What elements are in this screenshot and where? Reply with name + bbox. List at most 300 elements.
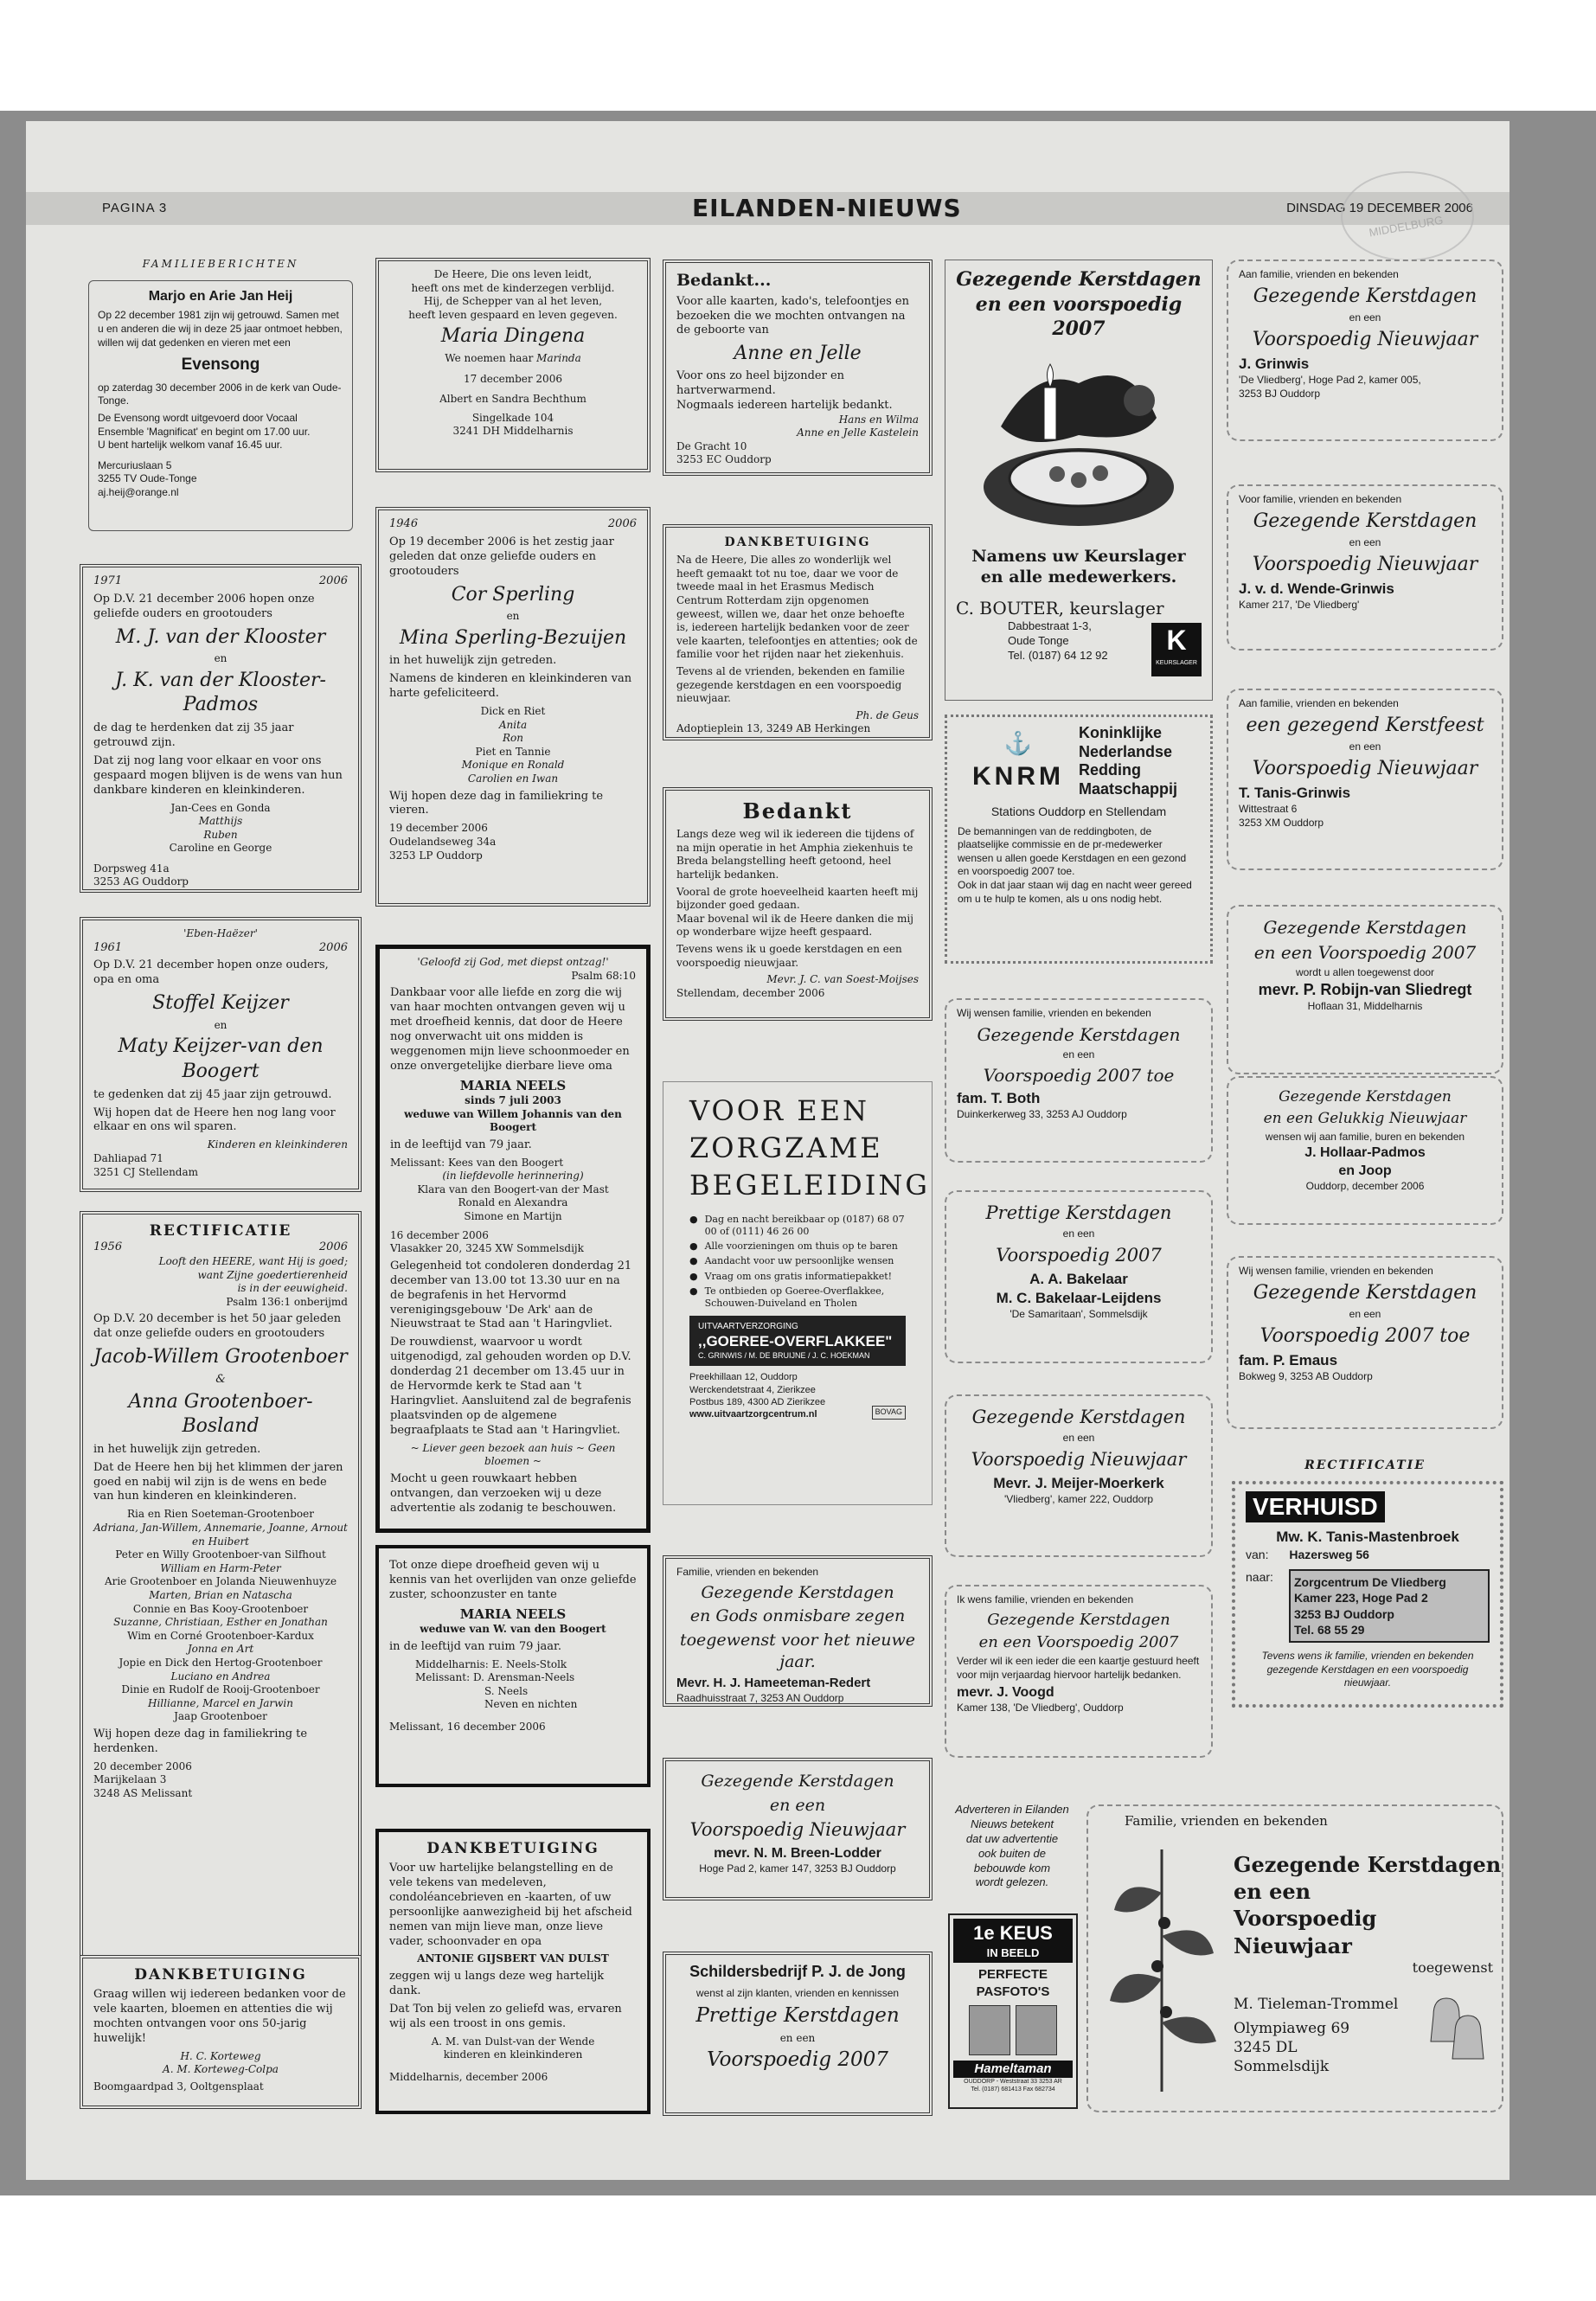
year-end: 2006 — [318, 940, 348, 954]
year-end: 2006 — [318, 1240, 348, 1254]
grandchildren: William en Harm-Peter — [160, 1561, 281, 1574]
addr2: 3241 DH Middelharnis — [452, 425, 574, 438]
bakelaar-greeting — [945, 1190, 1213, 1363]
and-text: en — [506, 610, 520, 623]
neels-date: 16 december 2006 — [390, 1228, 489, 1241]
verse-line2: want Zijne goedertierenheid — [197, 1268, 348, 1281]
greeting-1: Gezegende Kerstdagen — [701, 1772, 894, 1791]
verhuisd-heading: VERHUISD — [1246, 1491, 1385, 1522]
stamp-text: MIDDELBURG — [1368, 213, 1445, 240]
vansoest-p1: Langs deze weg wil ik iedereen die tijdens of na mijn operatie in het Amphia ziekenhuis te Breda belangstelling heeft getoond, heel hartelijk bedanken. — [676, 828, 914, 881]
sender-name-1: A. A. Bakelaar — [1029, 1271, 1128, 1288]
name-2: Nederlandse — [1079, 742, 1173, 760]
greeting-1: Gezegende Kerstdagen — [1234, 1852, 1502, 1877]
nickname-intro: We noemen haar — [445, 351, 534, 364]
grandchildren: Suzanne, Christiaan, Esther en Jonathan — [113, 1616, 328, 1629]
studio-phone: Tel. (0187) 681413 Fax 682734 — [971, 2086, 1055, 2093]
sender-addr: Bokweg 9, 3253 AB Ouddorp — [1239, 1370, 1373, 1383]
addr2: Werckendetstraat 4, Zierikzee — [689, 1384, 816, 1395]
sender-name-2: en Joop — [1338, 1163, 1392, 1178]
greeting-2: en een — [1062, 1048, 1095, 1061]
grandchildren: Luciano en Andrea — [170, 1670, 271, 1682]
anchor-icon: ⚓ — [1003, 730, 1033, 757]
greeting-4: toegewenst — [1412, 1958, 1493, 1976]
knrm-acronym: KNRM — [972, 761, 1064, 791]
new-addr1: Zorgcentrum De Vliedberg — [1294, 1575, 1446, 1590]
verse-line4: heeft leven gespaard en leven gegeven. — [408, 308, 618, 321]
heij-announcement — [78, 251, 363, 549]
photo-thumbnails — [953, 2005, 1073, 2055]
bedankt-p2: Voor ons zo heel bijzonder en hartverwarmend. — [676, 369, 845, 397]
brand-banner — [689, 1316, 906, 1367]
name-4: Maatschappij — [1079, 779, 1178, 798]
verse-line1: Looft den HEERE, want Hij is goed; — [158, 1254, 348, 1267]
child-family: Ria en Rien Soeteman-Grootenboer — [127, 1508, 314, 1521]
keijzer-name2: Maty Keijzer-van den Boogert — [118, 1035, 324, 1083]
bedankt-title: Bedankt... — [676, 271, 772, 290]
ad-line1: VOOR EEN — [689, 1094, 869, 1127]
year-start: 1946 — [389, 517, 419, 530]
neels-addr: Vlasakker 20, 3245 XW Sommelsdijk — [390, 1242, 584, 1255]
sender-name: J. v. d. Wende-Grinwis — [1239, 580, 1394, 598]
greeting-3: Voorspoedig Nieuwjaar — [1252, 553, 1478, 575]
year-row — [93, 941, 348, 956]
degeus-title: DANKBETUIGING — [724, 535, 871, 549]
widow-of: weduwe van Willem Johannis van den Boogert — [404, 1107, 622, 1134]
grootenboer-announcement — [80, 1211, 362, 1962]
nickname-line — [389, 352, 637, 366]
advertising-note — [945, 1803, 1080, 1900]
verse-line3: is in der eeuwigheid. — [237, 1282, 348, 1295]
heij-p2: op zaterdag 30 december 2006 in de kerk van Oude-Tonge. — [98, 381, 342, 407]
year-row — [389, 517, 637, 532]
intro: Familie, vrienden en bekenden — [676, 1566, 819, 1578]
bedankt-p3: Nogmaals iedereen hartelijk bedankt. — [676, 398, 893, 412]
rect-l1: in het huwelijk zijn getreden. — [93, 1442, 261, 1456]
greeting-1: Gezegende Kerstdagen — [1253, 510, 1477, 532]
sperling-intro: Op 19 december 2006 is het zestig jaar geleden dat onze geliefde ouders en grootouders — [389, 535, 614, 578]
heij-names: Marjo en Arie Jan Heij — [148, 288, 293, 304]
kid-2: Matthijs — [198, 815, 243, 828]
sender-addr: 'De Samaritaan', Sommelsdijk — [1010, 1308, 1148, 1321]
bouter-contact — [956, 597, 1202, 666]
sig-2: Anne en Jelle Kastelein — [797, 426, 919, 439]
greeting-3: Voorspoedig Nieuwjaar — [689, 1819, 906, 1841]
greeting-3: Voorspoedig Nieuwjaar — [971, 1448, 1187, 1470]
sender-name: T. Tanis-Grinwis — [1239, 785, 1351, 802]
kid-3: Ron — [503, 732, 523, 745]
keijzer-l1: te gedenken dat zij 45 jaar zijn getrouwd. — [93, 1087, 332, 1101]
trommel-greeting — [1086, 1804, 1503, 2112]
age: in de leeftijd van ruim 79 jaar. — [389, 1639, 561, 1653]
addr1: Preekhillaan 12, Ouddorp — [689, 1372, 798, 1383]
dulst-title: DANKBETUIGING — [426, 1840, 599, 1857]
intro: wenst al zijn klanten, vrienden en kennissen — [695, 1987, 900, 2000]
tanis-greeting — [1227, 689, 1503, 870]
greeting-1: Gezegende Kerstdagen — [987, 1610, 1170, 1629]
korteweg-title: DANKBETUIGING — [134, 1966, 307, 1984]
keus-pasfotos: PASFOTO'S — [976, 1984, 1050, 1999]
ad-line2: ZORGZAME — [689, 1131, 883, 1165]
rect-title: RECTIFICATIE — [149, 1222, 292, 1240]
sender-name: fam. T. Both — [957, 1090, 1041, 1107]
addr1: De Gracht 10 — [676, 439, 747, 452]
klooster-l2: Dat zij nog lang voor elkaar en voor ons gespaard mogen blijven is de wens van hun dankbare kinderen en kleinkinderen. — [93, 753, 343, 797]
child-family: Arie Grootenboer en Jolanda Nieuwenhuyze — [104, 1575, 337, 1588]
greeting-3: Voorspoedig 2007 — [996, 1244, 1162, 1266]
keijzer-addr1: Dahliapad 71 — [93, 1151, 163, 1164]
service-item — [689, 1271, 906, 1283]
neels-p4: Mocht u geen rouwkaart hebben ontvangen, dan verzoeken wij u deze advertentie als zodanig te beschouwen. — [390, 1471, 617, 1515]
child-family: Wim en Corné Grootenboer-Kardux — [127, 1629, 314, 1642]
greeting-1: Gezegende Kerstdagen — [701, 1582, 894, 1602]
kid-4: Piet en Tannie — [475, 745, 551, 758]
keus-banner — [953, 1919, 1073, 1963]
grandchildren: Adriana, Jan-Willem, Annemarie, Joanne, Arnout en Huibert — [93, 1521, 348, 1548]
service-text: Aandacht voor uw persoonlijke wensen — [704, 1255, 894, 1267]
relative-3: S. Neels — [484, 1684, 529, 1697]
dulst-p3: Dat Ton bij velen zo geliefd was, ervaren wij als een troost in ons gemis. — [389, 2002, 622, 2030]
greeting-2: en een — [1349, 536, 1381, 549]
knrm-text: De bemanningen van de reddingboten, de plaatselijke commissie en de pr-medewerker wensen u allen goede Kerstdagen en een gezond en voorspoedig 2007 toe. — [958, 824, 1187, 878]
sperling-date: 19 december 2006 — [389, 822, 488, 835]
heij-event: Evensong — [181, 356, 260, 375]
sperling-l2: Namens de kinderen en kleinkinderen van harte gefeliciteerd. — [389, 672, 632, 701]
neels-p3: De rouwdienst, waarvoor u wordt uitgenodigd, zal gehouden worden op D.V. donderdag 21 december om 13.45 uur in de Hervormde kerk te Stad aan 't Haringvliet. Aansluitend zal de begrafenis plaatsvinden op de algemene begraafplaats te Stad aan 't Haringvliet. — [390, 1336, 631, 1437]
page-number: PAGINA 3 — [102, 201, 168, 215]
year-end: 2006 — [607, 517, 637, 530]
wende-greeting — [1227, 484, 1503, 651]
mover-name: Mw. K. Tanis-Mastenbroek — [1276, 1529, 1459, 1545]
from-addr: Hazersweg 56 — [1289, 1548, 1369, 1562]
kid-3: Ruben — [203, 828, 238, 841]
bullet-icon: ● — [689, 1240, 698, 1253]
degeus-addr: Adoptieplein 13, 3249 AB Herkingen — [676, 722, 871, 735]
family-2: (in liefdevolle herinnering) — [442, 1170, 584, 1183]
keurslager-logo — [1151, 623, 1202, 676]
greeting-1: Gezegende Kerstdagen — [977, 1023, 1181, 1045]
baby-names: Anne en Jelle — [734, 343, 862, 365]
heij-p4: U bent hartelijk welkom vanaf 16.45 uur. — [98, 439, 283, 452]
year-end: 2006 — [318, 574, 348, 587]
addr1: Olympiaweg 69 — [1234, 2019, 1350, 2037]
kid-1: Jan-Cees en Gonda — [170, 801, 271, 814]
parents: Albert en Sandra Bechthum — [439, 393, 586, 406]
grandchildren: Hillianne, Marcel en Jarwin — [148, 1696, 293, 1709]
greeting-3: toegewenst voor het nieuwe jaar. — [679, 1630, 916, 1671]
relatives — [415, 1658, 637, 1712]
robijn-greeting — [1227, 905, 1503, 1074]
sender-name: J. Grinwis — [1239, 356, 1310, 373]
ampersand: & — [215, 1372, 226, 1386]
sender-name-1: J. Hollaar-Padmos — [1304, 1144, 1426, 1160]
intro: Familie, vrienden en bekenden — [1125, 1813, 1328, 1829]
keijzer-name1: Stoffel Keijzer — [152, 992, 289, 1015]
greeting-1: een gezegend Kerstfeest — [1246, 714, 1484, 736]
place-1: Middelharnis: — [415, 1657, 489, 1670]
korteweg-thanks — [80, 1955, 362, 2109]
emaus-greeting — [1227, 1256, 1503, 1429]
addr2: 3245 DL — [1234, 2038, 1298, 2056]
greeting-2: en een — [779, 2031, 816, 2044]
page-header — [26, 192, 1509, 225]
section-title: FAMILIEBERICHTEN — [142, 258, 299, 270]
rectificatie-label: RECTIFICATIE — [1304, 1458, 1426, 1472]
verse — [93, 1255, 348, 1309]
phone: Tel. (0187) 64 12 92 — [1008, 648, 1108, 662]
rect-name1: Jacob-Willem Grootenboer — [93, 1346, 348, 1368]
greeting-3: Voorspoedig Nieuwjaar — [1234, 1906, 1377, 1958]
dejong-greeting — [663, 1952, 933, 2116]
keijzer-l2: Wij hopen dat de Heere hen nog lang voor elkaar en ons wil sparen. — [93, 1106, 336, 1134]
logo-letter: K — [1166, 625, 1187, 657]
addr1: Singelkade 104 — [471, 411, 554, 424]
place-2: Melissant: — [415, 1671, 471, 1684]
kid-6: Carolien en Iwan — [467, 772, 559, 785]
vansoest-date: Stellendam, december 2006 — [676, 986, 825, 999]
service-text: Alle voorzieningen om thuis op te baren — [704, 1240, 898, 1253]
greeting-2: en een Voorspoedig 2007 — [1253, 942, 1477, 963]
sender-addr: Kamer 217, 'De Vliedberg' — [1239, 599, 1360, 612]
sperling-name2: Mina Sperling-Bezuijen — [399, 626, 627, 649]
child-family: Dinie en Rudolf de Rooij-Grootenboer — [121, 1683, 320, 1696]
rect-addr2: 3248 AS Melissant — [93, 1786, 193, 1799]
service-item — [689, 1240, 906, 1253]
and-text: en — [214, 1018, 228, 1031]
breen-greeting — [663, 1758, 933, 1900]
heij-email: aj.heij@orange.nl — [98, 486, 179, 499]
verhuisd-note: Tevens wens ik familie, vrienden en bekenden gezegende Kerstdagen en een voorspoedig nieuwjaar. — [1261, 1650, 1474, 1689]
dulst-thanks — [375, 1829, 651, 2114]
addr3: Sommelsdijk — [1234, 2057, 1330, 2075]
rect-l2: Dat de Heere hen bij het klimmen der jaren goed en nabij wil zijn is de wens en bede van hun kinderen en kleinkinderen. — [93, 1460, 343, 1503]
greeting-2: en een — [769, 1795, 826, 1815]
klooster-name1: M. J. van der Klooster — [115, 625, 326, 648]
holly-illustration — [1097, 1841, 1227, 2100]
klooster-intro: Op D.V. 21 december 2006 hopen onze geliefde ouders en grootouders — [93, 592, 315, 620]
verse: 'Geloofd zij God, met diepst ontzag!' — [417, 956, 609, 968]
heij-card — [88, 280, 353, 531]
family-4: Ronald en Alexandra — [458, 1196, 568, 1209]
ad-line3: BEGELEIDING — [689, 1169, 930, 1202]
keijzer-addr2: 3251 CJ Stellendam — [93, 1165, 199, 1178]
knrm-ad — [945, 715, 1213, 964]
sig-1: Hans en Wilma — [838, 413, 919, 426]
new-addr2: Kamer 223, Hoge Pad 2 — [1294, 1591, 1428, 1606]
dulst-p1: Voor uw hartelijke belangstelling en de vele tekens van medeleven, condoléancebrieven en -kaarten, of uw persoonlijke aanwezigheid bij het afscheid nemen van mijn lieve man, onze lieve vader, schoonvader en opa — [389, 1862, 632, 1948]
klooster-l1: de dag te herdenken dat zij 35 jaar getrouwd zijn. — [93, 721, 294, 749]
addr1: 'De Vliedberg', Hoge Pad 2, kamer 005, — [1239, 374, 1421, 387]
website-link[interactable]: www.uitvaartzorgcentrum.nl — [689, 1409, 817, 1420]
voogd-greeting — [945, 1585, 1213, 1758]
greeting-1: Gezegende Kerstdagen — [956, 268, 1202, 291]
child-family: Jopie en Dick den Hertog-Grootenboer — [119, 1656, 323, 1669]
both-greeting — [945, 998, 1213, 1163]
greeting-2: en een voorspoedig 2007 — [975, 292, 1183, 341]
deceased-name: ANTONIE GIJSBERT VAN DULST — [417, 1952, 609, 1965]
neels2-p1: Tot onze diepe droefheid geven wij u kennis van het overlijden van onze geliefde zuster, schoonzuster en tante — [389, 1559, 637, 1601]
intro: wensen wij aan familie, buren en bekenden — [1265, 1131, 1465, 1144]
greeting-2: en een Gelukkig Nieuwjaar — [1263, 1110, 1467, 1128]
bullet-icon: ● — [689, 1213, 698, 1225]
knrm-logo — [958, 730, 1079, 793]
addr2: 3253 EC Ouddorp — [676, 453, 772, 466]
note-5: bebouwde kom — [973, 1861, 1051, 1875]
relative-2: D. Arensman-Neels — [472, 1671, 575, 1684]
sign-line1: Namens uw Keurslager — [971, 546, 1186, 566]
name-3: Redding — [1079, 761, 1141, 779]
verse-line3: Hij, de Schepper van al het leven, — [423, 295, 603, 308]
intro: Aan familie, vrienden en bekenden — [1239, 697, 1399, 709]
grandchildren: Marten, Brian en Natascha — [149, 1588, 292, 1601]
addr2: 3253 BJ Ouddorp — [1239, 388, 1321, 401]
greeting-2: en een — [1062, 1432, 1095, 1445]
kid-5: Monique en Ronald — [461, 759, 565, 772]
sender-date: Ouddorp, december 2006 — [1305, 1180, 1425, 1193]
sender-addr: Hoge Pad 2, kamer 147, 3253 BJ Ouddorp — [699, 1862, 896, 1875]
keijzer-sig: Kinderen en kleinkinderen — [207, 1138, 348, 1151]
greeting-2: en een — [1349, 311, 1381, 324]
sign-line2: en alle medewerkers. — [980, 567, 1177, 587]
bullet-icon: ● — [689, 1270, 698, 1282]
relative-4: Neven en nichten — [484, 1698, 578, 1711]
neels2-date: Melissant, 16 december 2006 — [389, 1721, 546, 1734]
degeus-p2: Tevens al de vrienden, bekenden en familie gezegende kerstdagen en een voorspoedig nieuwjaar. — [676, 664, 905, 705]
service-item — [689, 1255, 906, 1267]
sperling-name1: Cor Sperling — [451, 583, 575, 606]
addr1: Dabbestraat 1-3, — [1008, 619, 1092, 633]
dulst-p2: zeggen wij u langs deze weg hartelijk dank. — [389, 1970, 605, 1997]
sender-name: Mevr. J. Meijer-Moerkerk — [993, 1475, 1164, 1492]
studio-addr: OUDDORP - Weststraat 33 3253 AR — [964, 2078, 1062, 2085]
service-item — [689, 1214, 906, 1239]
knrm-fullname — [1079, 724, 1177, 798]
baby-name: Maria Dingena — [440, 325, 586, 348]
verhuisd-notice — [1232, 1481, 1503, 1708]
note-1: Adverteren in Eilanden — [955, 1803, 1069, 1816]
neels-obituary — [375, 945, 651, 1533]
greeting-3: Voorspoedig Nieuwjaar — [1252, 757, 1478, 779]
neels-p2: Gelegenheid tot condoleren donderdag 21 december van 13.00 tot 13.30 uur en na de begrafenis in het Hervormd verenigingsgebouw 'De Ark' aan de Nieuwstraat te Stad aan 't Haringvliet. — [390, 1259, 632, 1331]
rect-date: 20 december 2006 — [93, 1759, 192, 1772]
sender-name: M. Tieleman-Trommel — [1234, 1995, 1399, 2013]
heij-addr1: Mercuriuslaan 5 — [98, 458, 172, 471]
sender-name: mevr. N. M. Breen-Lodder — [714, 1845, 881, 1861]
bullet-icon: ● — [689, 1285, 698, 1298]
photo-2 — [1016, 2005, 1057, 2055]
addr3: Postbus 189, 4300 AD Zierikzee — [689, 1397, 826, 1408]
nickname: Marinda — [536, 351, 581, 364]
klooster-addr2: 3253 AG Ouddorp — [93, 875, 189, 888]
degeus-p1: Na de Heere, Die alles zo wonderlijk wel heeft gemaakt tot nu toe, daar we voor de tweede maal in het Erasmus Medisch Centrum Rotterdam zijn opgenomen geweest, willen we, daar het onze behoefte is, iedereen hartelijk bedanken voor de zeer vele kaarten, telefoontjes en attenties; ook de familie voor het rijden naar het ziekenhuis. — [676, 554, 918, 661]
bullet-icon: ● — [689, 1255, 698, 1267]
year-start: 1956 — [93, 1240, 123, 1254]
neels-p1: Dankbaar voor alle liefde en zorg die wij van haar mochten ontvangen geven wij u met droefheid kennis, dat door de Heere nog onverwacht uit ons midden is weggenomen mijn lieve schoonmoeder en onze onvergetelijke dierbare lieve oma — [390, 986, 630, 1073]
christmas-candle-illustration — [966, 349, 1191, 539]
stations: Stations Ouddorp en Stellendam — [990, 804, 1167, 819]
verse-ref: Psalm 68:10 — [571, 969, 636, 982]
issue-date: DINSDAG 19 DECEMBER 2006 — [1286, 201, 1473, 215]
sender-name-2: M. C. Bakelaar-Leijdens — [996, 1290, 1162, 1307]
intro: Ik wens familie, vrienden en bekenden — [957, 1593, 1134, 1606]
addr2: 3253 XM Ouddorp — [1239, 817, 1324, 830]
studio-name: Hameltaman — [953, 2061, 1073, 2078]
greeting-3: Voorspoedig 2007 — [707, 2048, 888, 2072]
to-label: naar: — [1246, 1570, 1273, 1585]
korteweg-addr: Boomgaardpad 3, Ooltgensplaat — [93, 2080, 264, 2093]
degeus-sig: Ph. de Geus — [856, 708, 919, 721]
service-text: Vraag om ons gratis informatiepakket! — [704, 1270, 893, 1282]
bouter-ad — [945, 260, 1213, 701]
greeting-3: Voorspoedig 2007 toe — [983, 1065, 1175, 1086]
sperling-announcement — [375, 507, 651, 907]
logo-text: KEURSLAGER — [1156, 659, 1197, 666]
sperling-addr1: Oudelandseweg 34a — [389, 835, 497, 848]
photo-1 — [969, 2005, 1010, 2055]
verse-line2: heeft ons met de kinderzegen verblijd. — [411, 281, 615, 294]
year-row — [93, 1240, 348, 1255]
greeting-1: Prettige Kerstdagen — [985, 1202, 1172, 1223]
child-family: Connie en Bas Kooy-Grootenboer — [132, 1602, 309, 1615]
sender-addr: Duinkerkerweg 33, 3253 AJ Ouddorp — [957, 1108, 1127, 1121]
vansoest-thanks — [663, 787, 933, 1021]
sender-addr: 'Vliedberg', kamer 222, Ouddorp — [1003, 1493, 1153, 1506]
note-4: ook buiten de — [977, 1846, 1047, 1860]
brand-name: ,,GOEREE-OVERFLAKKEE" — [698, 1332, 893, 1349]
trommel-text — [1234, 1851, 1502, 2076]
rect-addr1: Marijkelaan 3 — [93, 1773, 167, 1786]
children-list — [93, 1508, 348, 1724]
new-phone: Tel. 68 55 29 — [1294, 1622, 1365, 1637]
birth-date: 17 december 2006 — [464, 372, 562, 385]
rect-wish: Wij hopen deze dag in familiekring te herdenken. — [93, 1727, 308, 1755]
klooster-name2: J. K. van der Klooster-Padmos — [115, 669, 326, 716]
greeting-3: Voorspoedig 2007 toe — [1259, 1324, 1471, 1347]
meijer-greeting — [945, 1394, 1213, 1557]
child-family: Peter en Willy Grootenboer-van Silfhout — [115, 1548, 326, 1561]
bovag-badge: BOVAG — [872, 1406, 906, 1420]
heij-p1: Op 22 december 1981 zijn wij getrouwd. Samen met u en anderen die wij in deze 25 jaar ontmoet hebben, willen wij dat gedenken en vieren met een — [98, 309, 343, 349]
greeting-2: en een — [1234, 1879, 1311, 1905]
kid-4: Caroline en George — [169, 842, 272, 855]
dulst-sig2: kinderen en kleinkinderen — [443, 2048, 583, 2061]
note-3: dat uw advertentie — [965, 1831, 1059, 1845]
korteweg-text: Graag willen wij iedereen bedanken voor de vele kaarten, bloemen en attenties die wij mochten ontvangen voor ons 50-jarig huwelijk! — [93, 1988, 346, 2045]
greeting-3: Voorspoedig Nieuwjaar — [1252, 328, 1478, 350]
deceased-name: MARIA NEELS — [459, 1077, 567, 1093]
company-name: Schildersbedrijf P. J. de Jong — [689, 1963, 906, 1980]
verse-line1: De Heere, Die ons leven leidt, — [433, 268, 593, 280]
sender-name: mevr. P. Robijn-van Sliedregt — [1258, 980, 1472, 998]
uitvaart-ad — [663, 1081, 933, 1505]
greeting-2: en een Voorspoedig 2007 — [978, 1632, 1179, 1651]
rect-intro: Op D.V. 20 december is het 50 jaar geleden dat onze geliefde ouders en grootouders — [93, 1312, 342, 1341]
note-6: wordt gelezen. — [975, 1875, 1049, 1889]
greeting-1: Gezegende Kerstdagen — [1279, 1088, 1452, 1106]
keus-sub: IN BEELD — [986, 1945, 1040, 1959]
masthead: EILANDEN-NIEUWS — [692, 194, 962, 222]
keus-title: 1e KEUS — [973, 1922, 1053, 1944]
dingena-birth — [375, 258, 651, 472]
greeting-1: Gezegende Kerstdagen — [971, 1407, 1186, 1427]
vansoest-sig: Mevr. J. C. van Soest-Moijses — [766, 973, 919, 986]
sperling-l1: in het huwelijk zijn getreden. — [389, 654, 557, 668]
library-stamp — [1341, 171, 1474, 261]
kid-1: Dick en Riet — [480, 705, 546, 718]
relative-1: E. Neels-Stolk — [491, 1657, 567, 1670]
service-text: Te ontbieden op Goeree-Overflakkee, Schouwen-Duiveland en Tholen — [704, 1285, 885, 1310]
rect-name2: Anna Grootenboer-Bosland — [128, 1390, 313, 1438]
